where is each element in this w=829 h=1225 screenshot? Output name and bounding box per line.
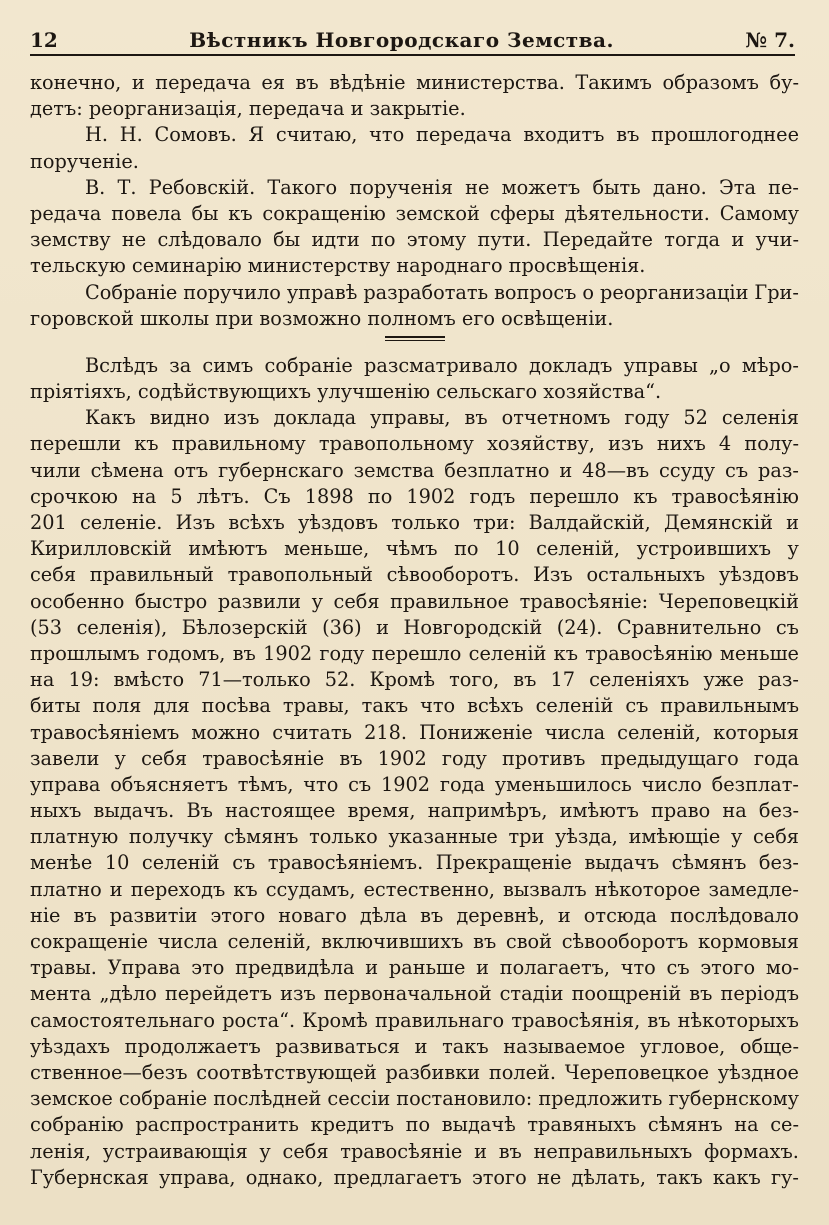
text-line: прошлымъ годомъ, въ 1902 году перешло селеній къ травосѣянію меньше bbox=[30, 641, 799, 665]
text-line: (53 селенія), Бѣлозерскій (36) и Новгородскій (24). Сравнительно съ bbox=[30, 615, 799, 639]
text-line: Какъ видно изъ доклада управы, въ отчетномъ году 52 селенія bbox=[85, 406, 799, 430]
text-line: травосѣяніемъ можно считать 218. Пониженіе числа селеній, которыя bbox=[30, 720, 799, 744]
text-line: сокращеніе числа селеній, включившихъ въ свой сѣвооборотъ кормовыя bbox=[30, 930, 799, 953]
text-line: платную получку сѣмянъ только указанные три уѣзда, имѣющіе у себя bbox=[30, 825, 799, 849]
text-line: перешли къ правильному травопольному хозяйству, изъ нихъ 4 полу- bbox=[30, 432, 799, 456]
text-line: самостоятельнаго роста“. Кромѣ правильнаго травосѣянія, въ нѣкоторыхъ bbox=[30, 1008, 799, 1032]
text-line: Собраніе поручило управѣ разработать вопросъ о реорганизаціи Гри- bbox=[85, 280, 799, 304]
text-line: особенно быстро развили у себя правильное травосѣяніе: Череповецкій bbox=[30, 589, 799, 613]
text-line: Кирилловскій имѣютъ меньше, чѣмъ по 10 селеній, устроившихъ у bbox=[30, 537, 799, 561]
text-line: ственное—безъ соотвѣтствующей разбивки полей. Череповецкое уѣздное bbox=[30, 1060, 799, 1084]
page-header bbox=[30, 18, 795, 52]
text-line: собранію распространить кредитъ по выдачѣ травяныхъ сѣмянъ на се- bbox=[30, 1113, 799, 1137]
text-line: Губернская управа, однако, предлагаетъ этого не дѣлать, такъ какъ гу- bbox=[30, 1165, 799, 1189]
text-line: ленія, устраивающія у себя травосѣяніе и въ неправильныхъ формахъ. bbox=[30, 1139, 799, 1163]
text-line: биты поля для посѣва травы, такъ что всѣхъ селеній съ правильнымъ bbox=[30, 694, 799, 718]
text-line: себя правильный травопольный сѣвооборотъ. Изъ остальныхъ уѣздовъ bbox=[30, 563, 799, 587]
article-body bbox=[30, 70, 799, 1191]
text-line: управа объясняетъ тѣмъ, что съ 1902 года уменьшилось число безплат- bbox=[30, 772, 799, 796]
text-line: уѣздахъ продолжаетъ развиваться и такъ называемое угловое, обще- bbox=[30, 1034, 799, 1058]
text-line: детъ: реорганизація, передача и закрытіе. bbox=[30, 97, 466, 121]
text-line: чили сѣмена отъ губернскаго земства безплатно и 48—въ ссуду съ раз- bbox=[30, 458, 799, 482]
text-line: порученіе. bbox=[30, 149, 139, 173]
text-line: ніе въ развитіи этого новаго дѣла въ деревнѣ, и отсюда послѣдовало bbox=[30, 903, 799, 927]
text-line: В. Т. Ребовскій. Такого порученія не можетъ быть дано. Эта пе- bbox=[85, 175, 799, 199]
text-line: редача повела бы къ сокращенію земской сферы дѣятельности. Самому bbox=[30, 201, 799, 225]
text-line: земское собраніе послѣдней сессіи постановило: предложить губернскому bbox=[30, 1087, 799, 1111]
text-line: завели у себя травосѣяніе въ 1902 году противъ предыдущаго года bbox=[30, 746, 799, 770]
text-line: Вслѣдъ за симъ собраніе разсматривало докладъ управы „о мѣро- bbox=[85, 353, 799, 377]
text-line: платно и переходъ къ ссудамъ, естественно, вызвалъ нѣкоторое замедле- bbox=[30, 877, 799, 901]
text-line: земству не слѣдовало бы идти по этому пути. Передайте тогда и учи- bbox=[30, 228, 799, 252]
text-line: конечно, и передача ея въ вѣдѣніе министерства. Такимъ образомъ бу- bbox=[30, 71, 799, 94]
text-line: Н. Н. Сомовъ. Я считаю, что передача входитъ въ прошлогоднее bbox=[85, 123, 799, 147]
journal-title: Вѣстникъ Новгородскаго Земства. bbox=[189, 28, 614, 52]
text-line: горовской школы при возможно полномъ его освѣщеніи. bbox=[30, 306, 614, 330]
header-rule bbox=[30, 54, 795, 56]
page-number: 12 bbox=[30, 28, 58, 52]
issue-number: № 7. bbox=[745, 28, 795, 52]
text-line: менѣе 10 селеній съ травосѣяніемъ. Прекращеніе выдачъ сѣмянъ без- bbox=[30, 851, 799, 875]
text-line: 201 селеніе. Изъ всѣхъ уѣздовъ только три: Валдайскій, Демянскій и bbox=[30, 511, 799, 534]
text-line: ныхъ выдачъ. Въ настоящее время, напримѣръ, имѣютъ право на без- bbox=[30, 799, 799, 823]
text-line: тельскую семинарію министерству народнаго просвѣщенія. bbox=[30, 254, 646, 278]
text-line: травы. Управа это предвидѣла и раньше и полагаетъ, что съ этого мо- bbox=[30, 956, 799, 980]
text-line: мента „дѣло перейдетъ изъ первоначальной стадіи поощреній въ періодъ bbox=[30, 982, 799, 1006]
text-line: на 19: вмѣсто 71—только 52. Кромѣ того, въ 17 селеніяхъ уже раз- bbox=[30, 668, 799, 692]
text-line: пріятіяхъ, содѣйствующихъ улучшенію сельскаго хозяйства“. bbox=[30, 380, 662, 404]
text-line: срочкою на 5 лѣтъ. Съ 1898 по 1902 годъ перешло къ травосѣянію bbox=[30, 484, 799, 508]
